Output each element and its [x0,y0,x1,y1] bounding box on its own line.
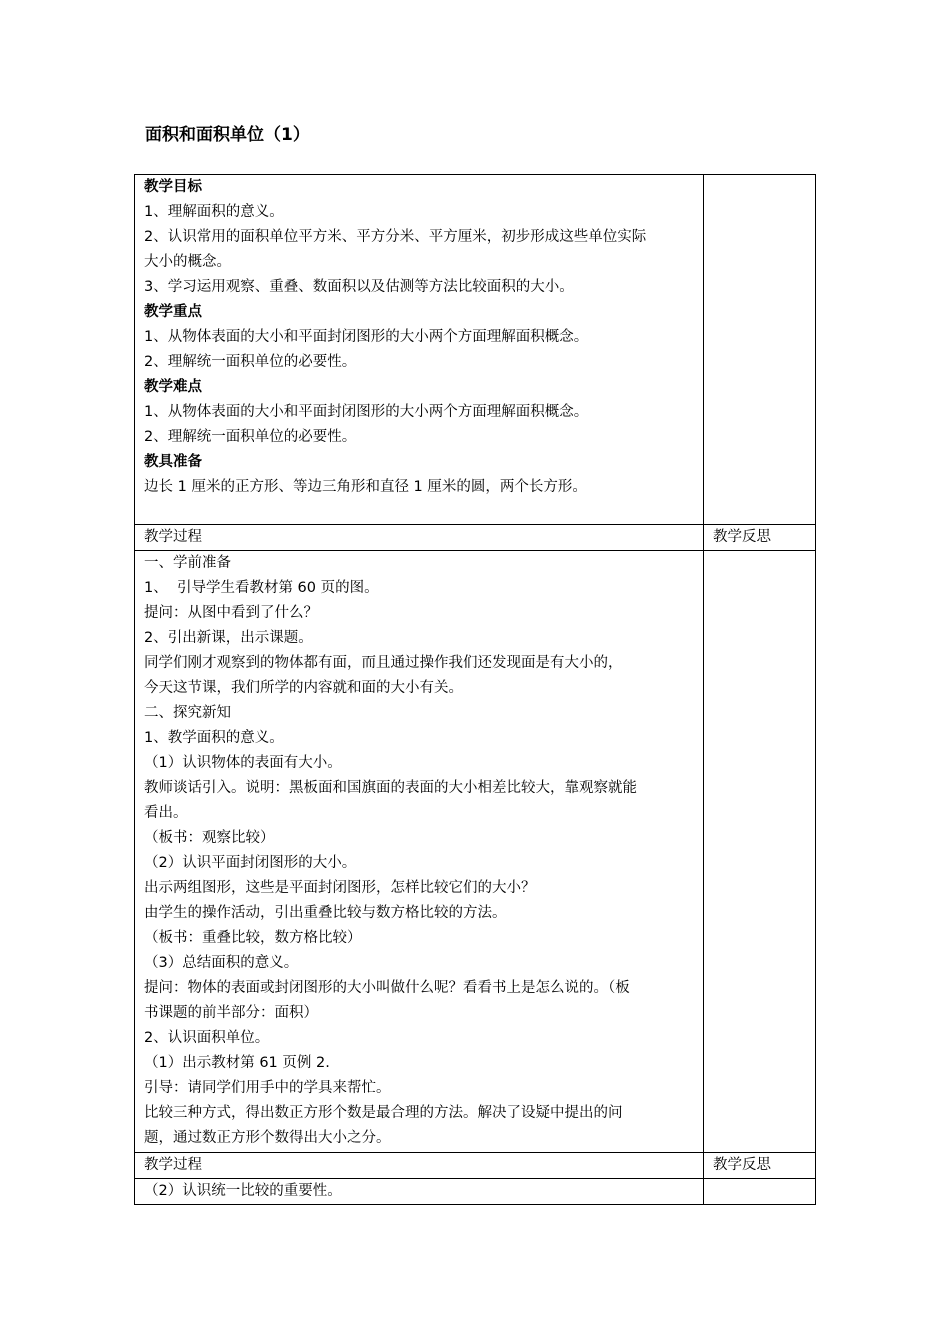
objectives-line: 教学目标 [144,179,202,195]
key-points-line: 1、从物体表面的大小和平面封闭图形的大小两个方面理解面积概念。 [144,329,589,345]
process-line: 书课题的前半部分：面积） [144,1005,318,1021]
process-header: 教学过程 [135,525,704,551]
process-line: 题，通过数正方形个数得出大小之分。 [144,1130,391,1146]
objectives-line: 2、认识常用的面积单位平方米、平方分米、平方厘米，初步形成这些单位实际 [144,229,647,245]
process-header: 教学过程 [135,1153,704,1179]
process-line: （板书：重叠比较，数方格比较） [144,930,362,946]
process-line: 2、认识面积单位。 [144,1030,270,1046]
process-line: 教师谈话引入。说明：黑板面和国旗面的表面的大小相差比较大，靠观察就能 [144,780,637,796]
objectives-line: 大小的概念。 [144,254,231,270]
header-row [135,525,816,551]
process-line: 由学生的操作活动，引出重叠比较与数方格比较的方法。 [144,905,507,921]
process-cell [135,551,704,1153]
reflection-header: 教学反思 [704,1153,816,1179]
process-line: 比较三种方式，得出数正方形个数是最合理的方法。解决了设疑中提出的问 [144,1105,623,1121]
materials-line: 边长 1 厘米的正方形、等边三角形和直径 1 厘米的圆，两个长方形。 [144,479,587,495]
lesson-plan-table [134,174,816,1205]
process-line: 1、 引导学生看教材第 60 页的图。 [144,580,379,596]
key-points-heading: 教学重点 [144,304,202,320]
difficulties-line: 1、从物体表面的大小和平面封闭图形的大小两个方面理解面积概念。 [144,404,589,420]
process-line: （板书：观察比较） [144,830,275,846]
process-line: 提问：物体的表面或封闭图形的大小叫做什么呢？看看书上是怎么说的。（板 [144,980,630,996]
process-line: （1）认识物体的表面有大小。 [144,755,342,771]
process-line: （3）总结面积的意义。 [144,955,299,971]
reflection-cell [704,551,816,1153]
document-title: 面积和面积单位（1） [145,125,310,145]
continued-process-cell [135,1179,704,1205]
reflection-header: 教学反思 [704,525,816,551]
process-line: 看出。 [144,805,188,821]
difficulties-line: 2、理解统一面积单位的必要性。 [144,429,357,445]
materials-heading: 教具准备 [144,454,202,470]
continued-reflection-cell [704,1179,816,1205]
objectives-cell [135,175,704,525]
objectives-line: 3、学习运用观察、重叠、数面积以及估测等方法比较面积的大小。 [144,279,574,295]
process-line: 同学们刚才观察到的物体都有面，而且通过操作我们还发现面是有大小的， [144,655,623,671]
objectives-side-cell [704,175,816,525]
objectives-line: 1、理解面积的意义。 [144,204,284,220]
header-row-repeat [135,1153,816,1179]
process-line: 2、引出新课，出示课题。 [144,630,313,646]
process-line: 二、探究新知 [144,705,231,721]
process-line: 出示两组图形，这些是平面封闭图形，怎样比较它们的大小？ [144,880,536,896]
process-line: 1、教学面积的意义。 [144,730,284,746]
process-line: 一、学前准备 [144,555,231,571]
process-line: （2）认识平面封闭图形的大小。 [144,855,357,871]
difficulties-heading: 教学难点 [144,379,202,395]
process-row [135,551,816,1153]
objectives-row [135,175,816,525]
continued-row [135,1179,816,1205]
process-line: 今天这节课，我们所学的内容就和面的大小有关。 [144,680,463,696]
process-line: （2）认识统一比较的重要性。 [144,1183,342,1199]
process-line: 引导：请同学们用手中的学具来帮忙。 [144,1080,391,1096]
process-line: 提问：从图中看到了什么？ [144,605,318,621]
process-line: （1）出示教材第 61 页例 2. [144,1055,330,1071]
key-points-line: 2、理解统一面积单位的必要性。 [144,354,357,370]
